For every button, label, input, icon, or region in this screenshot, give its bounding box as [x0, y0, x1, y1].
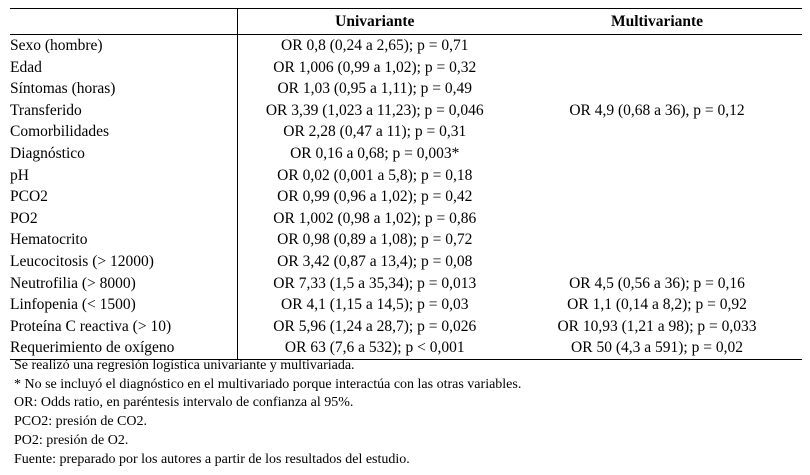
- table-row: [10, 251, 802, 273]
- table-row: [10, 143, 802, 165]
- cell-multivariante: OR 10,93 (1,21 a 98); p = 0,033: [557, 317, 757, 335]
- cell-multivariante: [512, 186, 802, 208]
- cell-multivariante: [512, 229, 802, 251]
- cell-univariante: OR 0,02 (0,001 a 5,8); p = 0,18: [237, 165, 512, 187]
- cell-univariante: OR 1,006 (0,99 a 1,02); p = 0,32: [237, 57, 512, 79]
- cell-variable: Diagnóstico: [10, 144, 85, 162]
- cell-univariante: OR 0,98 (0,89 a 1,08); p = 0,72: [237, 229, 512, 251]
- cell-univariante: OR 4,1 (1,15 a 14,5); p = 0,03: [237, 294, 512, 316]
- table-row: [10, 186, 802, 208]
- cell-univariante: OR 1,03 (0,95 a 1,11); p = 0,49: [237, 78, 512, 100]
- cell-multivariante: [512, 165, 802, 187]
- cell-univariante: OR 63 (7,6 a 532); p < 0,001: [237, 337, 512, 359]
- footnote-diagnosis: * No se incluyó el diagnóstico en el multivariado porque interactúa con las otras variables.: [14, 376, 522, 392]
- cell-variable: Sexo (hombre): [10, 37, 103, 54]
- table-row: [10, 78, 802, 100]
- cell-variable: Hematocrito: [10, 231, 88, 249]
- regression-table: [10, 8, 802, 360]
- table-row: [10, 229, 802, 251]
- cell-multivariante: [512, 251, 802, 273]
- footnote-po2: PO2: presión de O2.: [14, 432, 129, 448]
- footnote-pco2: PCO2: presión de CO2.: [14, 414, 147, 430]
- table-footnotes: [14, 357, 521, 469]
- cell-multivariante: OR 50 (4,3 a 591); p = 0,02: [512, 337, 802, 359]
- header-variable: [10, 9, 237, 35]
- table-row: [10, 208, 802, 230]
- cell-multivariante: [512, 78, 802, 100]
- cell-variable: pH: [10, 166, 29, 184]
- table-row: [10, 165, 802, 187]
- table-row: [10, 121, 802, 143]
- table-header-row: [10, 9, 802, 35]
- cell-variable: PCO2: [10, 188, 48, 206]
- cell-multivariante: [512, 57, 802, 79]
- cell-multivariante: [512, 121, 802, 143]
- table-row: [10, 316, 802, 338]
- cell-variable: Comorbilidades: [10, 123, 110, 141]
- cell-variable: Leucocitosis (> 12000): [10, 252, 154, 270]
- table-row: [10, 57, 802, 79]
- cell-multivariante: [512, 208, 802, 230]
- footnote-source: Fuente: preparado por los autores a partir de los resultados del estudio.: [14, 451, 410, 467]
- table-row: [10, 35, 802, 57]
- cell-univariante: OR 7,33 (1,5 a 35,34); p = 0,013: [237, 273, 512, 295]
- table-row: [10, 100, 802, 122]
- cell-variable: PO2: [10, 209, 38, 227]
- table-row: [10, 273, 802, 295]
- cell-multivariante: [512, 35, 802, 57]
- cell-univariante: OR 1,002 (0,98 a 1,02); p = 0,86: [237, 208, 512, 230]
- cell-univariante: OR 2,28 (0,47 a 11); p = 0,31: [237, 121, 512, 143]
- header-multivariante: Multivariante: [512, 9, 802, 35]
- cell-variable: Síntomas (horas): [10, 80, 116, 98]
- cell-univariante: OR 0,99 (0,96 a 1,02); p = 0,42: [237, 186, 512, 208]
- footnote-or-definition: OR: Odds ratio, en paréntesis intervalo de confianza al 95%.: [14, 395, 354, 411]
- footnote-method: Se realizó una regresión logística univariante y multivariada.: [14, 358, 355, 373]
- cell-variable: Edad: [10, 58, 42, 76]
- cell-univariante: OR 5,96 (1,24 a 28,7); p = 0,026: [237, 316, 512, 338]
- cell-variable: Linfopenia (< 1500): [10, 296, 136, 314]
- cell-variable: Proteína C reactiva (> 10): [10, 317, 172, 335]
- cell-variable: Transferido: [10, 101, 82, 119]
- cell-multivariante: [512, 143, 802, 165]
- cell-univariante: OR 0,16 a 0,68; p = 0,003*: [237, 143, 512, 165]
- header-univariante: Univariante: [237, 9, 512, 35]
- cell-univariante: OR 3,39 (1,023 a 11,23); p = 0,046: [237, 100, 512, 122]
- cell-variable: Neutrofilia (> 8000): [10, 274, 136, 292]
- cell-multivariante: OR 4,9 (0,68 a 36), p = 0,12: [569, 101, 745, 119]
- cell-univariante: OR 3,42 (0,87 a 13,4); p = 0,08: [237, 251, 512, 273]
- cell-variable: Requerimiento de oxígeno: [10, 337, 237, 359]
- cell-multivariante: OR 4,5 (0,56 a 36); p = 0,16: [569, 274, 745, 292]
- cell-univariante: OR 0,8 (0,24 a 2,65); p = 0,71: [237, 35, 512, 57]
- cell-multivariante: OR 1,1 (0,14 a 8,2); p = 0,92: [567, 296, 747, 314]
- table-row: [10, 294, 802, 316]
